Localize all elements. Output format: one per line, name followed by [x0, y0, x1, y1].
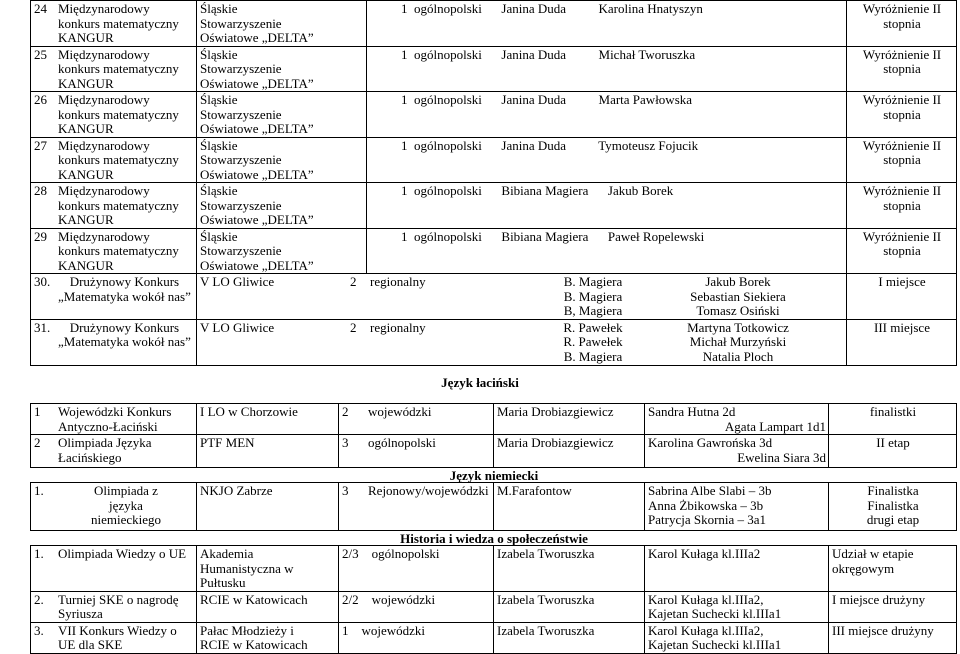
row-number: 3.	[34, 622, 44, 638]
history-row	[31, 591, 957, 622]
teacher-cell: Izabela Tworuszka	[494, 546, 645, 592]
cell-line: Karol Kułaga kl.IIIa2,	[648, 622, 764, 638]
cell-line: KANGUR	[58, 257, 114, 273]
students-cell	[645, 622, 829, 653]
cell-line: Sabrina Albe Slabi – 3b	[648, 483, 772, 498]
contest-wrap	[34, 139, 194, 183]
detail-cell: 1 ogólnopolski Bibiana Magiera Jakub Borek	[367, 183, 847, 229]
organizer-cell	[197, 228, 367, 274]
cell-line: Wojewódzki Konkurs	[58, 404, 172, 419]
latin-heading: Język łaciński	[441, 375, 519, 390]
cell-line: Międzynarodowy	[58, 137, 150, 153]
count-level-cell	[339, 435, 494, 468]
teacher-cell: Maria Drobiazgiewicz	[494, 435, 645, 468]
cell-line: Łacińskiego	[58, 449, 122, 465]
cell-line: Śląskie	[200, 183, 238, 198]
cell-line: KANGUR	[58, 30, 114, 45]
german-heading: Język niemiecki	[449, 468, 539, 483]
cell-line: Olimpiada z	[94, 483, 158, 498]
level: regionalny	[370, 274, 426, 289]
cell-line: okręgowym	[832, 560, 895, 576]
team-row	[31, 319, 957, 365]
count-level-cell	[339, 622, 494, 653]
cell-line: Karolina Gawrońska 3d	[648, 435, 773, 450]
contest-wrap	[34, 93, 194, 137]
row-number: 1.	[34, 546, 44, 561]
cell-line: Oświatowe „DELTA”	[200, 121, 314, 136]
cell-line: Finalistka	[867, 497, 919, 513]
cell-line: stopnia	[883, 61, 921, 76]
result-cell	[847, 46, 957, 92]
count: 2	[350, 274, 357, 289]
contest-name	[58, 593, 194, 622]
count: 2/2	[342, 591, 359, 607]
count: 1	[342, 622, 349, 638]
detail-cell: 1 ogólnopolski Bibiana Magiera Paweł Ropelewski	[367, 228, 847, 274]
cell-line: Finalistka	[867, 483, 919, 498]
cell-line: Stowarzyszenie	[200, 15, 282, 31]
cell-line: Stowarzyszenie	[200, 61, 282, 76]
row-number: 1.	[34, 483, 44, 498]
cell-line: Międzynarodowy	[58, 228, 150, 244]
cell-line: Wyróżnienie II	[862, 183, 942, 198]
gap	[349, 623, 362, 638]
table-row	[31, 1, 957, 47]
organizer-cell	[197, 92, 367, 138]
contest-name	[58, 405, 194, 434]
cell-line: Drużynowy Konkurs	[69, 274, 180, 289]
row-number: 1	[34, 404, 41, 419]
count-level-cell	[339, 404, 494, 435]
team-detail	[200, 321, 844, 365]
school: V LO Gliwice	[200, 274, 275, 289]
cell-line: Martyna Totkowicz	[687, 319, 789, 335]
contest-cell	[31, 274, 197, 320]
contest-name	[58, 321, 191, 350]
team-row	[31, 274, 957, 320]
cell-line: Humanistyczna w	[200, 560, 294, 576]
cell-line: Śląskie	[200, 46, 238, 62]
gap	[349, 483, 369, 498]
cell-line: I miejsce drużyny	[832, 591, 926, 607]
cell-line: stopnia	[883, 106, 921, 122]
cell-line: Oświatowe „DELTA”	[200, 212, 314, 227]
cell-line: Wyróżnienie II	[862, 1, 942, 16]
contest-name	[58, 184, 179, 228]
cell-line: Oświatowe „DELTA”	[200, 257, 314, 273]
cell-line: Pałac Młodzieży i	[200, 622, 294, 638]
cell-line: Śląskie	[200, 228, 238, 244]
cell-line: B, Magiera	[563, 303, 623, 318]
level: ogólnopolski	[371, 546, 440, 561]
level: Rejonowy/wojewódzki	[368, 483, 489, 498]
row-number: 30.	[34, 274, 51, 289]
cell-line: Olimpiada Języka	[58, 435, 152, 450]
cell-line: Oświatowe „DELTA”	[200, 75, 314, 91]
cell-line: drugi etap	[866, 512, 920, 527]
level: ogólnopolski	[368, 435, 436, 450]
lower-table	[30, 403, 957, 654]
cell-line: Międzynarodowy	[58, 183, 150, 198]
cell-line: Śląskie	[200, 137, 238, 153]
result-cell	[829, 591, 957, 622]
count-level-cell	[339, 483, 494, 531]
table-row	[31, 46, 957, 92]
cell-line: Stowarzyszenie	[200, 197, 282, 213]
school-cell: I LO w Chorzowie	[197, 404, 339, 435]
cell-line: Syriusza	[58, 606, 103, 621]
level: wojewódzki	[368, 404, 432, 419]
result-cell	[847, 1, 957, 47]
cell-line: Wyróżnienie II	[862, 46, 942, 62]
contest-cell	[31, 622, 197, 653]
count: 2	[350, 319, 357, 335]
contest-cell	[31, 319, 197, 365]
teachers	[528, 275, 658, 319]
result-cell	[829, 622, 957, 653]
cell-line: UE dla SKE	[58, 637, 123, 652]
teacher-cell: M.Farafontow	[494, 483, 645, 531]
result-cell: II etap	[829, 435, 957, 468]
contest-name	[58, 93, 179, 137]
result-cell	[847, 183, 957, 229]
cell-line: B. Magiera	[563, 348, 623, 364]
level: wojewódzki	[361, 622, 426, 638]
history-heading-row	[31, 531, 957, 546]
contest-wrap	[34, 624, 194, 653]
contest-cell	[31, 404, 197, 435]
contest-name	[58, 230, 179, 274]
cell-line: konkurs matematyczny	[58, 15, 179, 31]
contest-name	[58, 436, 194, 465]
cell-line: konkurs matematyczny	[58, 243, 179, 258]
teacher-cell: Maria Drobiazgiewicz	[494, 404, 645, 435]
school: V LO Gliwice	[200, 319, 275, 335]
cell-line: Anna Żbikowska – 3b	[648, 497, 764, 513]
cell-line: Akademia	[200, 546, 254, 561]
cell-line: Patrycja Skornia – 3a1	[648, 512, 767, 527]
organizer-cell	[197, 137, 367, 183]
contest-wrap	[34, 436, 194, 465]
result-cell	[847, 228, 957, 274]
school-cell: PTF MEN	[197, 435, 339, 468]
cell-line: Drużynowy Konkurs	[69, 319, 180, 335]
students-cell	[645, 483, 829, 531]
cell-line: Stowarzyszenie	[200, 243, 282, 258]
cell-line: Olimpiada Wiedzy o UE	[58, 546, 187, 561]
cell-line: Karol Kułaga kl.IIIa2	[648, 546, 761, 561]
contest-wrap	[34, 275, 194, 304]
contest-cell	[31, 591, 197, 622]
row-number: 24	[34, 1, 47, 16]
table-row	[31, 92, 957, 138]
cell-line: Śląskie	[200, 92, 238, 107]
result-cell	[829, 483, 957, 531]
row-number: 25	[34, 46, 47, 62]
cell-line: KANGUR	[58, 212, 114, 227]
contest-name	[58, 484, 194, 528]
contest-wrap	[34, 484, 194, 528]
history-row	[31, 622, 957, 653]
math-table	[30, 0, 957, 366]
contest-cell	[31, 546, 197, 592]
history-row	[31, 546, 957, 592]
cell-line: stopnia	[883, 197, 921, 213]
cell-line: „Matematyka wokół nas”	[58, 334, 191, 349]
cell-line: RCIE w Katowicach	[200, 637, 308, 652]
result-cell: I miejsce	[847, 274, 957, 320]
contest-wrap	[34, 321, 194, 350]
cell-line: Sebastian Siekiera	[690, 288, 786, 304]
school-cell	[197, 591, 339, 622]
contest-wrap	[34, 405, 194, 434]
count-level-cell	[339, 591, 494, 622]
school-cell	[197, 546, 339, 592]
cell-line: Tomasz Osiński	[696, 303, 780, 318]
students-cell	[645, 546, 829, 592]
contest-cell	[31, 228, 197, 274]
cell-line: RCIE w Katowicach	[200, 591, 308, 607]
cell-line: Udział w etapie	[832, 546, 914, 561]
cell-line: stopnia	[883, 152, 921, 167]
level: regionalny	[370, 319, 426, 335]
contest-cell	[31, 46, 197, 92]
table-row	[31, 137, 957, 183]
row-number: 26	[34, 92, 47, 107]
cell-line: Oświatowe „DELTA”	[200, 166, 314, 182]
students-cell	[645, 435, 829, 468]
contest-wrap	[34, 230, 194, 274]
latin-row	[31, 435, 957, 468]
teacher-cell: Izabela Tworuszka	[494, 591, 645, 622]
team-detail	[200, 275, 844, 319]
row-number: 31.	[34, 319, 51, 335]
contest-wrap	[34, 2, 194, 46]
contest-cell	[31, 483, 197, 531]
contest-name	[58, 275, 191, 304]
row-number: 2.	[34, 591, 44, 607]
cell-line: III miejsce drużyny	[832, 622, 934, 638]
cell-line: konkurs matematyczny	[58, 152, 179, 167]
cell-line: Oświatowe „DELTA”	[200, 30, 314, 45]
contest-wrap	[34, 547, 194, 562]
organizer-cell	[197, 46, 367, 92]
contest-name	[58, 139, 179, 183]
row-number: 29	[34, 228, 47, 244]
cell-line: języka	[109, 497, 143, 513]
cell-line: KANGUR	[58, 166, 114, 182]
cell-line: Międzynarodowy	[58, 1, 150, 16]
contest-name	[58, 624, 194, 653]
contest-cell	[31, 435, 197, 468]
detail-cell: 1 ogólnopolski Janina Duda Marta Pawłowska	[367, 92, 847, 138]
cell-line: Antyczno-Łaciński	[58, 418, 158, 434]
cell-line: Jakub Borek	[705, 274, 771, 289]
table-row	[31, 228, 957, 274]
german-heading-row	[31, 468, 957, 483]
cell-line: Wyróżnienie II	[862, 137, 942, 153]
cell-line: KANGUR	[58, 75, 114, 91]
cell-line: konkurs matematyczny	[58, 61, 179, 76]
history-heading: Historia i wiedza o społeczeństwie	[400, 531, 588, 546]
teacher-cell: Izabela Tworuszka	[494, 622, 645, 653]
organizer-cell	[197, 1, 367, 47]
cell-line: Międzynarodowy	[58, 92, 150, 107]
cell-line: Pułtusku	[200, 575, 246, 590]
count: 2/3	[342, 546, 359, 561]
table-row	[31, 183, 957, 229]
cell-line: Stowarzyszenie	[200, 152, 282, 167]
contest-cell	[31, 183, 197, 229]
result-cell	[847, 137, 957, 183]
cell-line: Wyróżnienie II	[862, 92, 942, 107]
cell-line: Agata Lampart 1d1	[724, 418, 826, 434]
students-cell	[645, 404, 829, 435]
cell-line: stopnia	[883, 15, 921, 31]
cell-line: konkurs matematyczny	[58, 197, 179, 213]
cell-line: Stowarzyszenie	[200, 106, 282, 122]
school-cell: NKJO Zabrze	[197, 483, 339, 531]
contest-cell	[31, 137, 197, 183]
german-row	[31, 483, 957, 531]
detail-cell: 1 ogólnopolski Janina Duda Karolina Hnatyszyn	[367, 1, 847, 47]
detail-cell: 1 ogólnopolski Janina Duda Michał Tworuszka	[367, 46, 847, 92]
cell-line: stopnia	[883, 243, 921, 258]
cell-line: konkurs matematyczny	[58, 106, 179, 122]
count: 3	[342, 435, 349, 450]
students	[658, 321, 818, 365]
cell-line: Kajetan Suchecki kl.IIIa1	[648, 606, 782, 621]
contest-cell	[31, 1, 197, 47]
result-cell: finalistki	[829, 404, 957, 435]
row-number: 2	[34, 435, 41, 450]
team-detail-cell	[197, 274, 847, 320]
level: wojewódzki	[371, 591, 436, 607]
students-cell	[645, 591, 829, 622]
result-cell: III miejsce	[847, 319, 957, 365]
gap	[359, 546, 372, 561]
teachers	[528, 321, 658, 365]
contest-name	[58, 547, 194, 562]
cell-line: niemieckiego	[90, 512, 162, 527]
contest-cell	[31, 92, 197, 138]
cell-line: B. Magiera	[563, 274, 623, 289]
count: 2	[342, 404, 349, 419]
gap	[359, 592, 372, 607]
count-level-cell	[339, 546, 494, 592]
contest-name	[58, 2, 179, 46]
cell-line: R. Pawełek	[563, 319, 623, 335]
cell-line: R. Pawełek	[563, 334, 623, 349]
contest-wrap	[34, 593, 194, 622]
latin-row	[31, 404, 957, 435]
cell-line: Międzynarodowy	[58, 46, 150, 62]
detail-cell: 1 ogólnopolski Janina Duda Tymoteusz Fojucik	[367, 137, 847, 183]
cell-line: VII Konkurs Wiedzy o	[58, 622, 177, 638]
cell-line: KANGUR	[58, 121, 114, 136]
row-number: 28	[34, 183, 47, 198]
count: 3	[342, 483, 349, 498]
team-detail-cell	[197, 319, 847, 365]
cell-line: B. Magiera	[563, 288, 623, 304]
cell-line: Michał Murzyński	[689, 334, 787, 349]
cell-line: „Matematyka wokół nas”	[58, 288, 191, 304]
row-number: 27	[34, 137, 47, 153]
organizer-cell	[197, 183, 367, 229]
cell-line: Śląskie	[200, 1, 238, 16]
cell-line: Wyróżnienie II	[862, 228, 942, 244]
students	[658, 275, 818, 319]
contest-name	[58, 48, 179, 92]
cell-line: Karol Kułaga kl.IIIa2,	[648, 591, 764, 607]
contest-wrap	[34, 184, 194, 228]
school-cell	[197, 622, 339, 653]
gap	[349, 435, 369, 450]
cell-line: Natalia Ploch	[702, 348, 774, 364]
result-cell	[847, 92, 957, 138]
contest-wrap	[34, 48, 194, 92]
cell-line: Ewelina Siara 3d	[737, 449, 826, 465]
cell-line: Turniej SKE o nagrodę	[58, 591, 179, 607]
cell-line: Sandra Hutna 2d	[648, 404, 736, 419]
result-cell	[829, 546, 957, 592]
gap	[349, 404, 369, 419]
cell-line: Kajetan Suchecki kl.IIIa1	[648, 637, 782, 652]
